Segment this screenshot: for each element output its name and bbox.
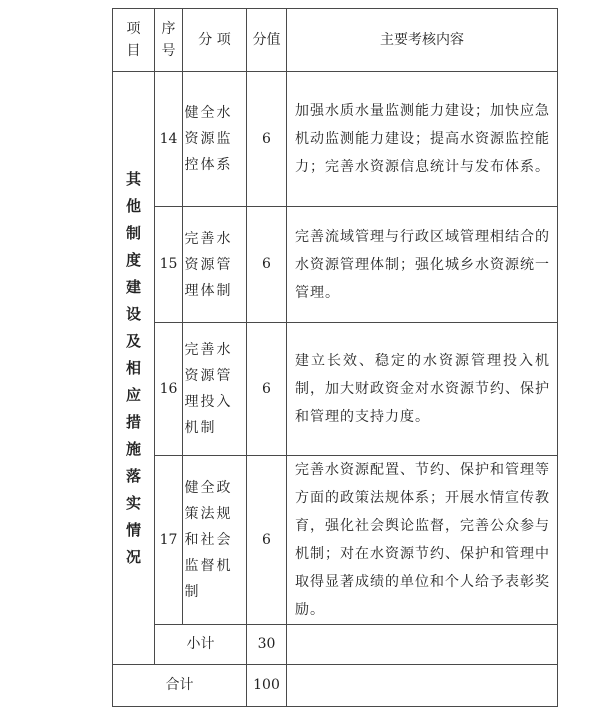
total-label: 合计 — [113, 665, 247, 707]
row-item: 完善水资源管理投入机制 — [183, 323, 247, 456]
row-seq: 17 — [155, 456, 183, 625]
table-row — [113, 456, 558, 625]
subtotal-content-empty — [287, 625, 558, 665]
assessment-table — [112, 8, 558, 707]
row-score: 6 — [247, 456, 287, 625]
row-score: 6 — [247, 207, 287, 323]
subtotal-row — [113, 625, 558, 665]
row-seq: 15 — [155, 207, 183, 323]
row-seq: 16 — [155, 323, 183, 456]
total-score: 100 — [247, 665, 287, 707]
row-content: 完善水资源配置、节约、保护和管理等方面的政策法规体系；开展水情宣传教育，强化社会舆论监督，完善公众参与机制；对在水资源节约、保护和管理中取得显著成绩的单位和个人给予表彰奖励。 — [287, 456, 558, 625]
table-header-row — [113, 9, 558, 72]
row-item: 完善水资源管理体制 — [183, 207, 247, 323]
row-seq: 14 — [155, 72, 183, 207]
category-label: 其他制度建设及相应措施落实情况 — [125, 169, 141, 566]
total-row — [113, 665, 558, 707]
row-score: 6 — [247, 323, 287, 456]
header-content: 主要考核内容 — [287, 9, 558, 72]
table-row — [113, 207, 558, 323]
table-row — [113, 72, 558, 207]
row-item: 健全水资源监控体系 — [183, 72, 247, 207]
row-content: 完善流域管理与行政区域管理相结合的水资源管理体制；强化城乡水资源统一管理。 — [287, 207, 558, 323]
total-content-empty — [287, 665, 558, 707]
header-category: 项目 — [113, 9, 155, 72]
subtotal-score: 30 — [247, 625, 287, 665]
header-score: 分值 — [247, 9, 287, 72]
category-cell — [113, 72, 155, 665]
row-score: 6 — [247, 72, 287, 207]
row-content: 建立长效、稳定的水资源管理投入机制，加大财政资金对水资源节约、保护和管理的支持力度。 — [287, 323, 558, 456]
row-content: 加强水质水量监测能力建设；加快应急机动监测能力建设；提高水资源监控能力；完善水资源信息统计与发布体系。 — [287, 72, 558, 207]
table-row — [113, 323, 558, 456]
header-item: 分 项 — [183, 9, 247, 72]
row-item: 健全政策法规和社会监督机制 — [183, 456, 247, 625]
subtotal-label: 小计 — [155, 625, 247, 665]
header-seq: 序号 — [155, 9, 183, 72]
